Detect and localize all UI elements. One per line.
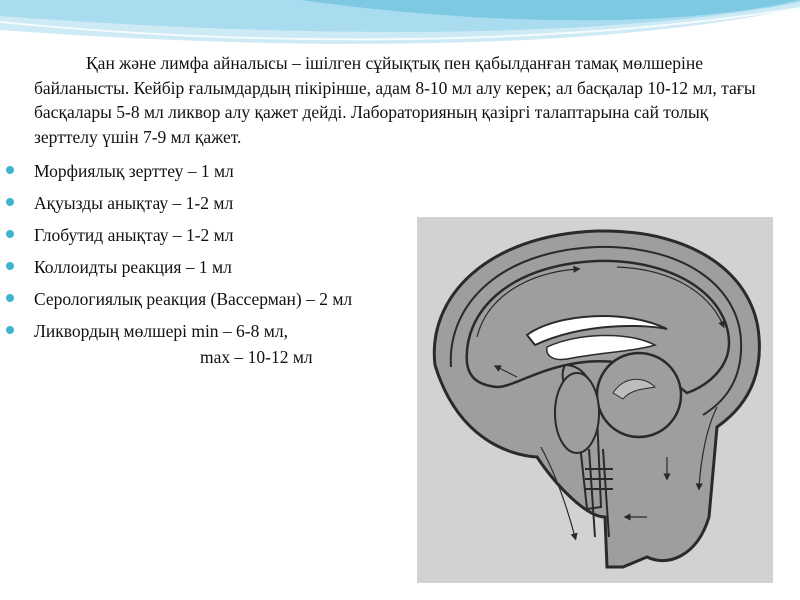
list-item — [0, 159, 352, 191]
brain-csf-circulation-diagram — [417, 217, 773, 583]
bullet-dot-icon — [6, 230, 14, 238]
bullet-dot-icon — [6, 262, 14, 270]
list-item-text: Глобутид анықтау – 1-2 мл — [34, 225, 234, 245]
list-item-text: Ликвордың мөлшері min – 6-8 мл, — [34, 321, 288, 341]
list-item — [0, 255, 352, 287]
list-item-text: Ақуызды анықтау – 1-2 мл — [34, 193, 234, 213]
list-item-text: Серологиялық реакция (Вассерман) – 2 мл — [34, 289, 353, 309]
intro-paragraph: Қан және лимфа айналысы – ішілген сұйықтық пен қабылданған тамақ мөлшеріне байланысты. Кейбір ғалымдардың пікірінше, адам 8-10 мл алу керек; ал басқалар 10-12 мл, тағы басқалары 5-8 мл ликвор алу қажет дейді. Лабораторияның қазіргі талаптарына сай толық зерттелу үшін 7-9 мл қажет. — [34, 53, 756, 147]
bullet-dot-icon — [6, 294, 14, 302]
volume-list — [0, 159, 352, 351]
max-volume-line: max – 10-12 мл — [200, 347, 313, 367]
list-item — [0, 191, 352, 223]
list-item-text: Коллоидты реакция – 1 мл — [34, 257, 232, 277]
list-item — [0, 287, 352, 319]
bullet-dot-icon — [6, 326, 14, 334]
bullet-dot-icon — [6, 198, 14, 206]
list-item — [0, 223, 352, 255]
bullet-dot-icon — [6, 166, 14, 174]
list-item-text: Морфиялық зерттеу – 1 мл — [34, 161, 234, 181]
